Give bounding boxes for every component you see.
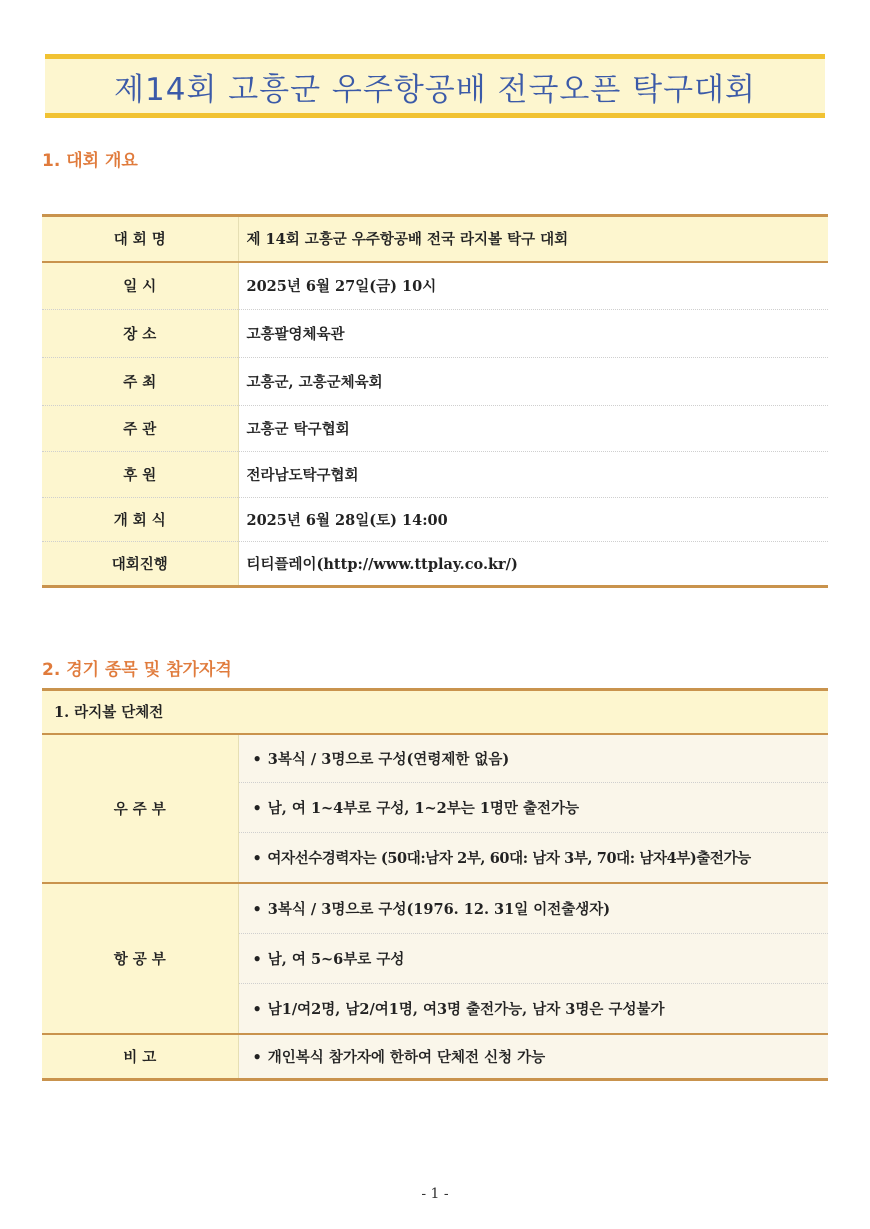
overview-table: [42, 214, 828, 588]
events-subheader: 1. 라지볼 단체전: [42, 690, 828, 734]
list-item-text: 남1/여2명, 남2/여1명, 여3명 출전가능, 남자 3명은 구성불가: [267, 1000, 665, 1018]
group-label-remarks: 비 고: [42, 1034, 238, 1080]
events-row: [42, 1034, 828, 1080]
list-item: [238, 934, 828, 984]
events-row: [42, 734, 828, 783]
overview-row: [42, 262, 828, 310]
bullet-icon: •: [252, 951, 262, 968]
overview-value: 고흥군, 고흥군체육회: [238, 358, 828, 406]
overview-value: 2025년 6월 28일(토) 14:00: [238, 498, 828, 542]
bullet-icon: •: [252, 1048, 262, 1066]
overview-value: 티티플레이(http://www.ttplay.co.kr/): [238, 542, 828, 587]
list-item: [238, 734, 828, 783]
list-item-text: 남, 여 1~4부로 구성, 1~2부는 1명만 출전가능: [267, 800, 580, 817]
group-label-universe: 우 주 부: [42, 734, 238, 883]
bullet-icon: •: [252, 800, 262, 817]
list-item: [238, 783, 828, 833]
list-item-text: 남, 여 5~6부로 구성: [267, 951, 405, 968]
overview-label: 대 회 명: [42, 216, 238, 262]
overview-row: [42, 406, 828, 452]
overview-label: 주 최: [42, 358, 238, 406]
overview-value: 전라남도탁구협회: [238, 452, 828, 498]
list-item: [238, 984, 828, 1034]
overview-label: 후 원: [42, 452, 238, 498]
overview-label: 대회진행: [42, 542, 238, 587]
bullet-icon: •: [252, 900, 262, 918]
overview-label: 장 소: [42, 310, 238, 358]
bullet-icon: •: [252, 750, 262, 768]
overview-label: 일 시: [42, 262, 238, 310]
overview-value: 고흥팔영체육관: [238, 310, 828, 358]
overview-row: [42, 452, 828, 498]
events-row: [42, 883, 828, 934]
section-1-heading: 1. 대회 개요: [42, 151, 138, 171]
list-item-text: 개인복식 참가자에 한하여 단체전 신청 가능: [267, 1048, 546, 1066]
page-number: - 1 -: [421, 1186, 449, 1202]
list-item: [238, 883, 828, 934]
section-2-heading: 2. 경기 종목 및 참가자격: [42, 660, 232, 680]
document-title-band: [45, 54, 825, 118]
list-item: [238, 833, 828, 883]
list-item-text: 여자선수경력자는 (50대:남자 2부, 60대: 남자 3부, 70대: 남자4부)출전가능: [267, 849, 751, 867]
overview-value: 제 14회 고흥군 우주항공배 전국 라지볼 탁구 대회: [238, 216, 828, 262]
overview-label: 개 회 식: [42, 498, 238, 542]
overview-value: 고흥군 탁구협회: [238, 406, 828, 452]
events-table: [42, 688, 828, 1081]
list-item: [238, 1034, 828, 1080]
overview-row: [42, 216, 828, 262]
events-subheader-row: [42, 690, 828, 734]
bullet-icon: •: [252, 849, 262, 867]
overview-row: [42, 358, 828, 406]
overview-label: 주 관: [42, 406, 238, 452]
overview-value: 2025년 6월 27일(금) 10시: [246, 278, 437, 296]
overview-row: [42, 498, 828, 542]
overview-row: [42, 542, 828, 587]
list-item-text: 3복식 / 3명으로 구성(연령제한 없음): [267, 750, 510, 768]
list-item-text: 3복식 / 3명으로 구성(1976. 12. 31일 이전출생자): [267, 900, 611, 918]
document-title: 제14회 고흥군 우주항공배 전국오픈 탁구대회: [114, 71, 756, 108]
group-label-aerospace: 항 공 부: [42, 883, 238, 1034]
overview-row: [42, 310, 828, 358]
bullet-icon: •: [252, 1000, 262, 1018]
